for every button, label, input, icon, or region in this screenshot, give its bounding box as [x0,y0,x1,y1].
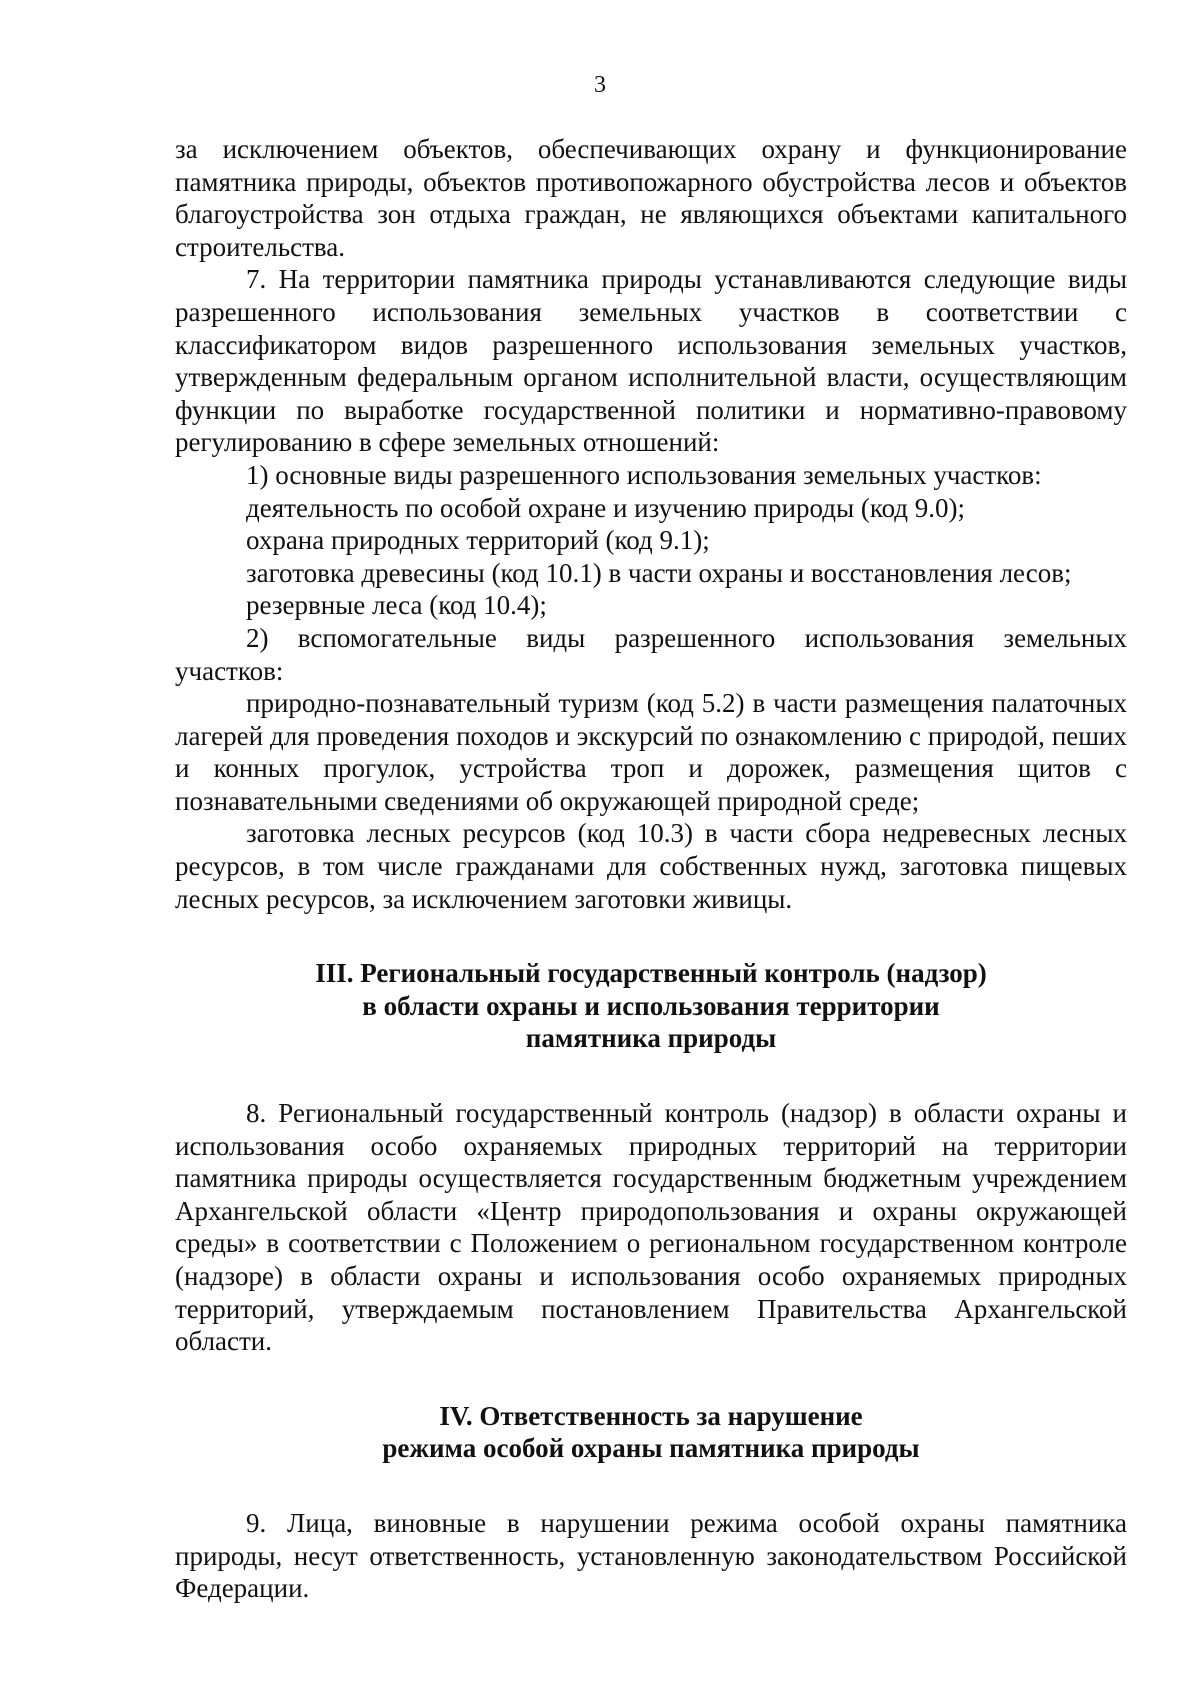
list-heading-auxiliary-uses: 2) вспомогательные виды разрешенного использования земельных участков: [175,622,1127,686]
paragraph-item-7: 7. На территории памятника природы устанавливаются следующие виды разрешенного использования земельных участков в соответствии с классификатором видов разрешенного использования земельных участков, утвержденным федеральным органом исполнительной власти, осуществляющим функции по выработке государственной политики и нормативно-правовому регулированию в сфере земельных отношений: [175,264,1127,458]
list-item-main-use: резервные леса (код 10.4); [246,590,547,621]
list-item-main-use: заготовка древесины (код 10.1) в части охраны и восстановления лесов; [246,557,1072,588]
list-heading-main-uses: 1) основные виды разрешенного использования земельных участков: [246,459,1042,490]
section-heading-iii [175,957,1127,1055]
list-item-main-use: охрана природных территорий (код 9.1); [246,525,710,556]
heading-line: IV. Ответственность за нарушение [439,1400,863,1431]
list-item-main-use: деятельность по особой охране и изучению природы (код 9.0); [246,492,966,523]
heading-line: в области охраны и использования территории [362,990,940,1021]
list-item-auxiliary-use: природно-познавательный туризм (код 5.2) в части размещения палаточных лагерей для проведения походов и экскурсий по ознакомлению с природой, пеших и конных прогулок, устройства троп и дорожек, размещения щитов с познавательными сведениями об окружающей природной среде; [175,688,1127,816]
paragraph-item-8: 8. Региональный государственный контроль (надзор) в области охраны и использования особо охраняемых природных территорий на территории памятника природы осуществляется государственным бюджетным учреждением Архангельской области «Центр природопользования и охраны окружающей среды» в соответствии с Положением о региональном государственном контроле (надзоре) в области охраны и использования особо охраняемых природных территорий, утверждаемым постановлением Правительства Архангельской области. [175,1098,1127,1357]
heading-line: памятника природы [525,1023,777,1054]
document-body [175,133,1127,1605]
page-number: 3 [594,72,606,98]
list-item-auxiliary-use: заготовка лесных ресурсов (код 10.3) в части сбора недревесных лесных ресурсов, в том числе гражданами для собственных нужд, заготовка пищевых лесных ресурсов, за исключением заготовки живицы. [175,818,1127,914]
paragraph-continuation: за исключением объектов, обеспечивающих охрану и функционирование памятника природы, объектов противопожарного обустройства лесов и объектов благоустройства зон отдыха граждан, не являющихся объектами капитального строительства. [175,134,1127,262]
paragraph-item-9: 9. Лица, виновные в нарушении режима особой охраны памятника природы, несут ответственность, установленную законодательством Российской Федерации. [175,1507,1127,1604]
heading-line: III. Региональный государственный контроль (надзор) [315,958,987,989]
section-heading-iv [175,1400,1127,1465]
heading-line: режима особой охраны памятника природы [382,1433,920,1464]
